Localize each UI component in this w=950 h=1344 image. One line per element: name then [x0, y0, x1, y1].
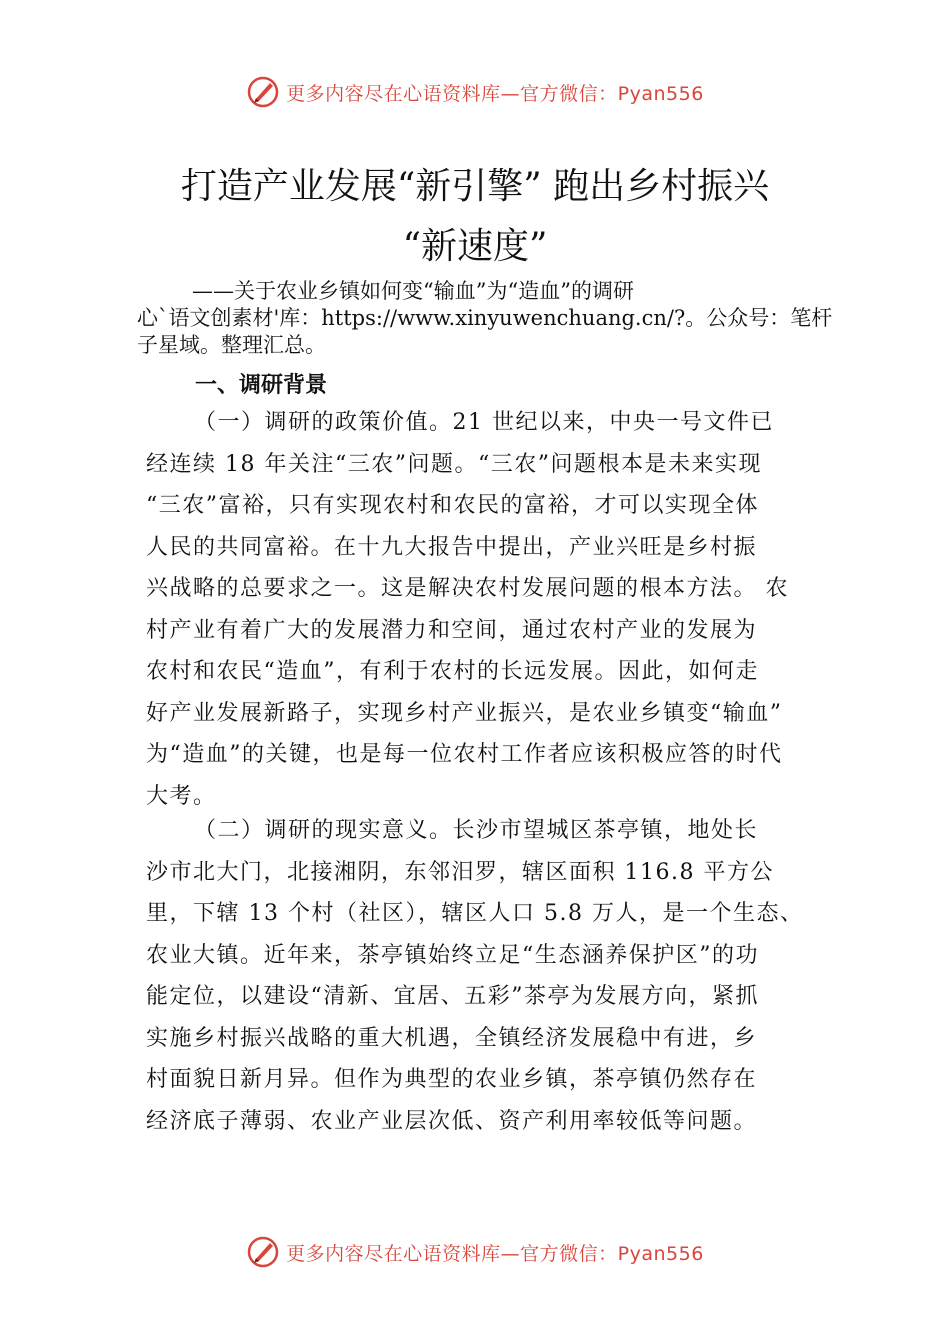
paragraph-line: 农村和农民“造血”，有利于农村的长远发展。因此，如何走 — [146, 659, 759, 684]
watermark-text: 更多内容尽在心语资料库—官方微信：Pyan556 — [286, 82, 704, 105]
watermark-banner-top — [0, 72, 950, 112]
paragraph-line: 实施乡村振兴战略的重大机遇，全镇经济发展稳中有进，乡 — [146, 1025, 758, 1051]
paragraph-line: 兴战略的总要求之一。这是解决农村发展问题的根本方法。 农 — [146, 576, 789, 601]
watermark-text: 更多内容尽在心语资料库—官方微信：Pyan556 — [286, 1242, 704, 1265]
paragraph-line: 里，下辖 13 个村（社区），辖区人口 5.8 万人，是一个生态、 — [146, 901, 804, 926]
document-title-line-2: “新速度” — [402, 226, 548, 267]
pen-circle-logo-icon — [246, 75, 280, 109]
paragraph-line: 能定位，以建设“清新、宜居、五彩”茶亭为发展方向，紧抓 — [146, 984, 759, 1009]
paragraph-line: “三农”富裕，只有实现农村和农民的富裕，才可以实现全体 — [146, 493, 759, 518]
paragraph-line: 经连续 18 年关注“三农”问题。“三农”问题根本是未来实现 — [146, 451, 762, 477]
paragraph-practical-significance — [146, 810, 803, 1142]
paragraph-line: 农业大镇。近年来，茶亭镇始终立足“生态涵养保护区”的功 — [146, 942, 759, 968]
paragraph-policy-value — [146, 402, 789, 817]
paragraph-line: （二）调研的现实意义。长沙市望城区茶亭镇，地处长 — [194, 818, 759, 843]
document-subtitle: ——关于农业乡镇如何变“输血”为“造血”的调研 — [192, 279, 634, 303]
paragraph-line: 人民的共同富裕。在十九大报告中提出，产业兴旺是乡村振 — [146, 534, 758, 560]
paragraph-line: 经济底子薄弱、农业产业层次低、资产利用率较低等问题。 — [146, 1108, 758, 1134]
source-note: 心`语文创素材'库：https://www.xinyuwenchuang.cn/?。公众号：笔杆子星域。整理汇总。 — [137, 306, 833, 357]
watermark-banner-bottom — [0, 1232, 950, 1272]
document-title-line-1: 打造产业发展“新引擎” 跑出乡村振兴 — [180, 166, 770, 207]
section-heading-background: 一、调研背景 — [195, 373, 328, 398]
paragraph-line: 好产业发展新路子，实现乡村产业振兴，是农业乡镇变“输血” — [146, 700, 783, 726]
paragraph-line: 村产业有着广大的发展潜力和空间，通过农村产业的发展为 — [146, 617, 758, 643]
paragraph-line: （一）调研的政策价值。21 世纪以来，中央一号文件已 — [194, 410, 774, 435]
pen-circle-logo-icon — [246, 1235, 280, 1269]
paragraph-line: 为“造血”的关键，也是每一位农村工作者应该积极应答的时代 — [146, 742, 783, 767]
paragraph-line: 沙市北大门，北接湘阴，东邻汨罗，辖区面积 116.8 平方公 — [146, 859, 774, 885]
paragraph-line: 大考。 — [146, 783, 217, 809]
paragraph-line: 村面貌日新月异。但作为典型的农业乡镇，茶亭镇仍然存在 — [146, 1067, 758, 1092]
